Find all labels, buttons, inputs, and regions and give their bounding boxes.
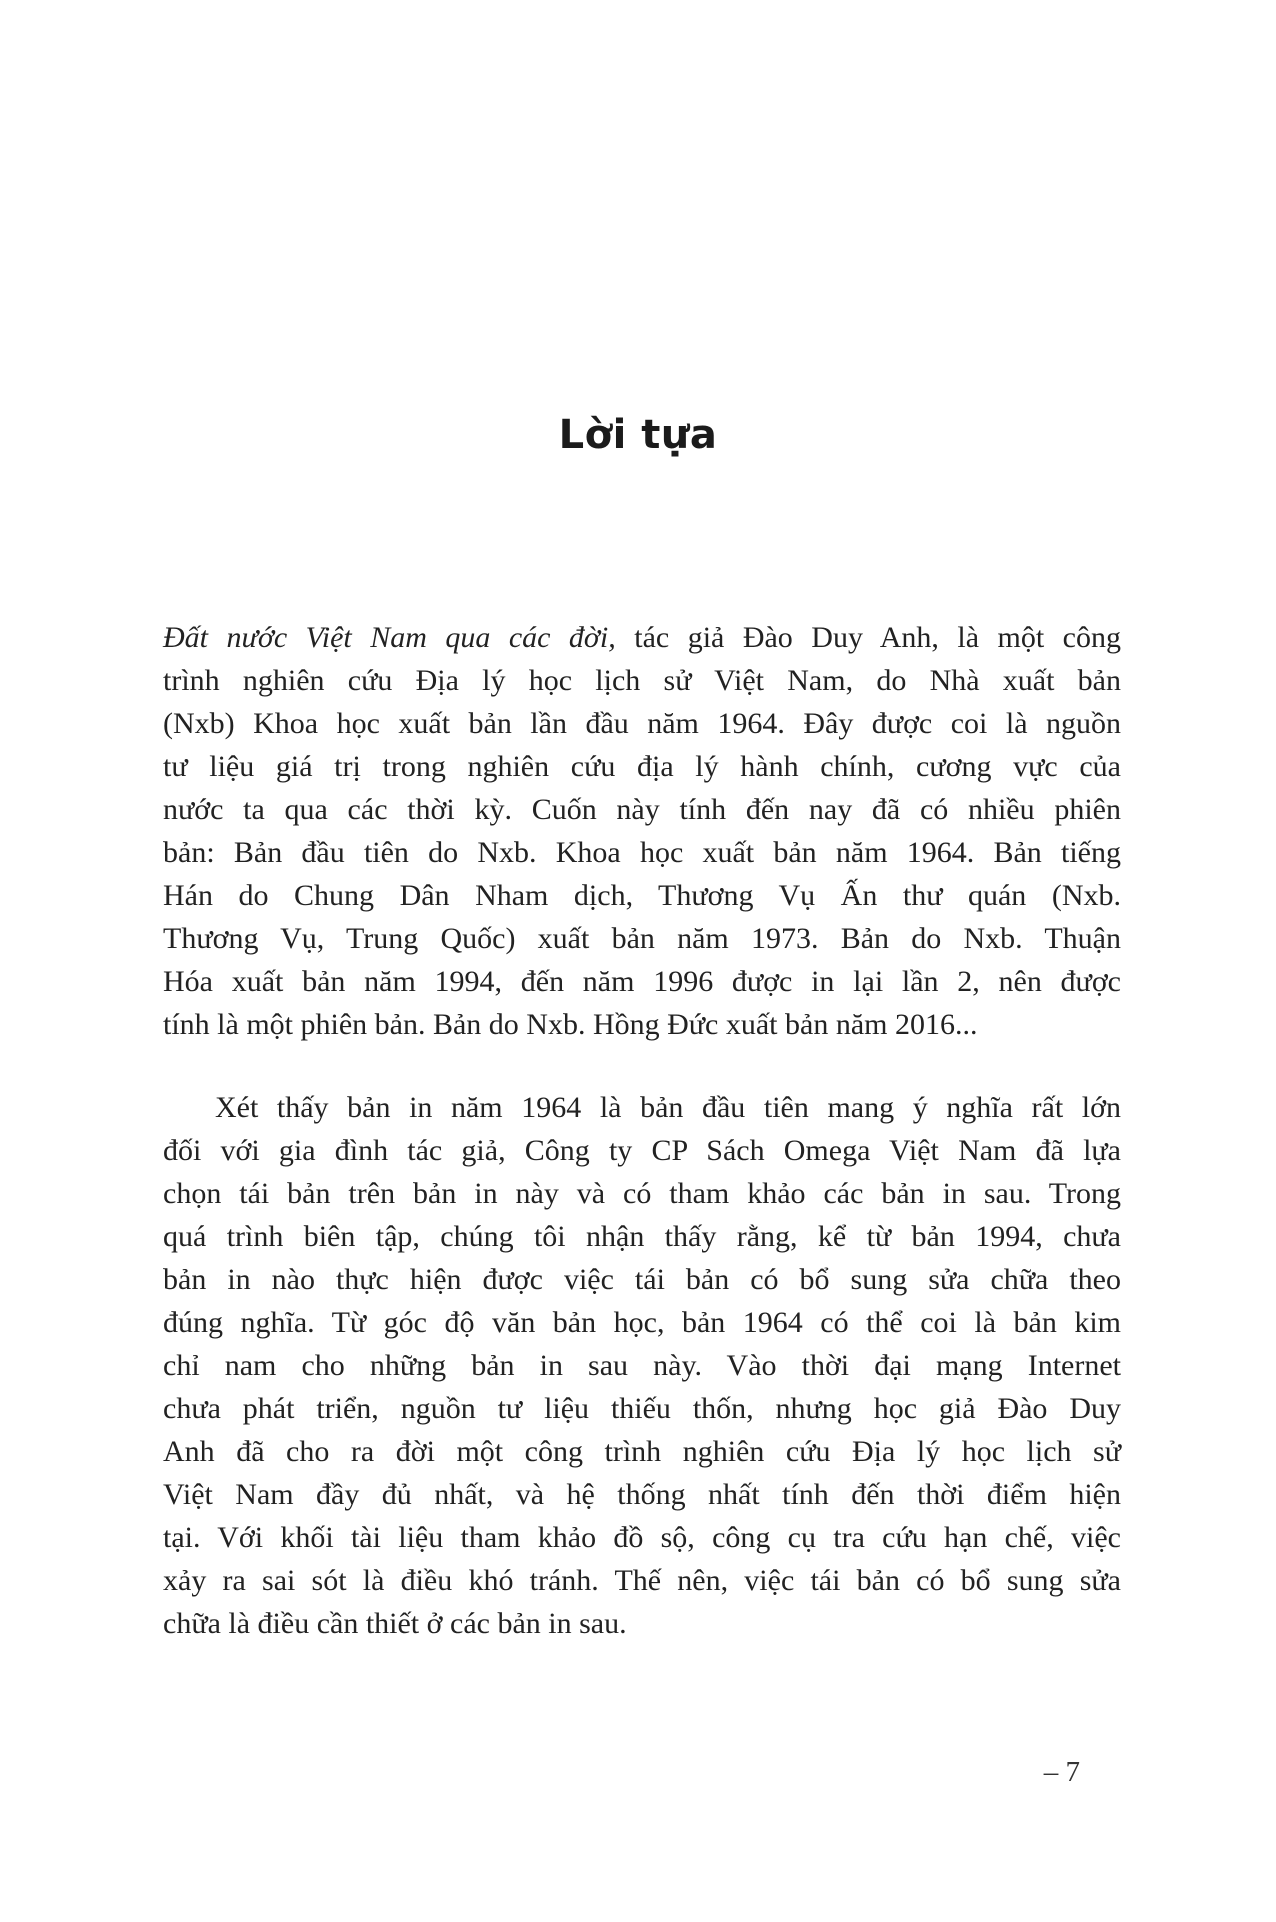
text-segment: đúng nghĩa. Từ góc độ văn bản học, bản 1964 có thể coi là bản kim — [163, 1306, 1121, 1339]
text-segment: đối với gia đình tác giả, Công ty CP Sách Omega Việt Nam đã lựa — [163, 1134, 1121, 1167]
text-line — [163, 745, 1121, 788]
text-line — [163, 788, 1121, 831]
text-line — [163, 1215, 1121, 1258]
page-title: Lời tựa — [558, 412, 718, 458]
text-segment: bản in nào thực hiện được việc tái bản có bổ sung sửa chữa theo — [163, 1263, 1121, 1296]
text-segment: (Nxb) Khoa học xuất bản lần đầu năm 1964. Đây được coi là nguồn — [163, 707, 1121, 740]
text-line — [163, 616, 1121, 659]
page-number: – 7 — [1043, 1756, 1080, 1788]
text-line — [163, 1258, 1121, 1301]
text-line — [163, 831, 1121, 874]
text-segment: tác giả Đào Duy Anh, là một công — [615, 621, 1121, 654]
text-segment: tại. Với khối tài liệu tham khảo đồ sộ, công cụ tra cứu hạn chế, việc — [163, 1521, 1121, 1554]
preface-body — [163, 616, 1121, 1685]
text-segment: Xét thấy bản in năm 1964 là bản đầu tiên mang ý nghĩa rất lớn — [215, 1091, 1121, 1124]
text-segment: chữa là điều cần thiết ở các bản in sau. — [163, 1607, 627, 1640]
text-line — [163, 1344, 1121, 1387]
text-segment: chưa phát triển, nguồn tư liệu thiếu thốn, nhưng học giả Đào Duy — [163, 1392, 1121, 1425]
text-segment: tư liệu giá trị trong nghiên cứu địa lý hành chính, cương vực của — [163, 750, 1121, 783]
text-line — [163, 1559, 1121, 1602]
text-line — [163, 1086, 1121, 1129]
text-line — [163, 874, 1121, 917]
text-line — [163, 1172, 1121, 1215]
text-line — [163, 1301, 1121, 1344]
text-segment: Hóa xuất bản năm 1994, đến năm 1996 được in lại lần 2, nên được — [163, 965, 1121, 998]
text-segment: chọn tái bản trên bản in này và có tham khảo các bản in sau. Trong — [163, 1177, 1121, 1210]
text-segment: quá trình biên tập, chúng tôi nhận thấy rằng, kể từ bản 1994, chưa — [163, 1220, 1121, 1253]
text-line — [163, 1473, 1121, 1516]
text-line — [163, 702, 1121, 745]
text-line — [163, 1387, 1121, 1430]
text-line — [163, 960, 1121, 1003]
text-segment: xảy ra sai sót là điều khó tránh. Thế nên, việc tái bản có bổ sung sửa — [163, 1564, 1121, 1597]
text-segment: trình nghiên cứu Địa lý học lịch sử Việt Nam, do Nhà xuất bản — [163, 664, 1121, 697]
paragraph — [163, 616, 1121, 1046]
book-title-italic: Đất nước Việt Nam qua các đời, — [163, 621, 616, 654]
text-segment: Việt Nam đầy đủ nhất, và hệ thống nhất tính đến thời điểm hiện — [163, 1478, 1121, 1511]
text-segment: Anh đã cho ra đời một công trình nghiên cứu Địa lý học lịch sử — [163, 1435, 1121, 1468]
text-line — [163, 1516, 1121, 1559]
text-line — [163, 1602, 1121, 1645]
text-line — [163, 1430, 1121, 1473]
text-segment: nước ta qua các thời kỳ. Cuốn này tính đến nay đã có nhiều phiên — [163, 793, 1121, 826]
text-line — [163, 917, 1121, 960]
text-segment: Hán do Chung Dân Nham dịch, Thương Vụ Ấn thư quán (Nxb. — [163, 879, 1121, 912]
text-line — [163, 1003, 1121, 1046]
text-segment: bản: Bản đầu tiên do Nxb. Khoa học xuất bản năm 1964. Bản tiếng — [163, 836, 1121, 869]
text-segment: Thương Vụ, Trung Quốc) xuất bản năm 1973. Bản do Nxb. Thuận — [163, 922, 1121, 955]
text-segment: tính là một phiên bản. Bản do Nxb. Hồng Đức xuất bản năm 2016... — [163, 1008, 978, 1041]
paragraph — [163, 1086, 1121, 1645]
text-line — [163, 659, 1121, 702]
text-line — [163, 1129, 1121, 1172]
text-segment: chỉ nam cho những bản in sau này. Vào thời đại mạng Internet — [163, 1349, 1121, 1382]
